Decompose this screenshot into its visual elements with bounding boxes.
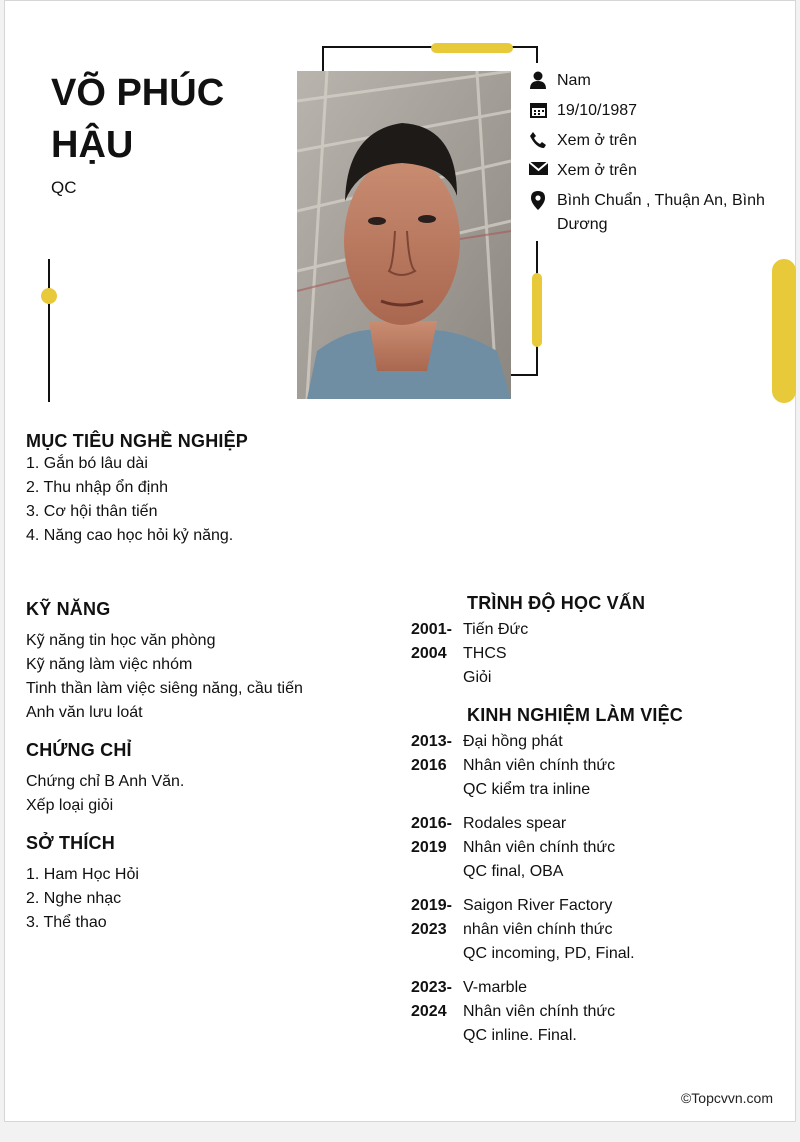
hobby-item: 3. Thể thao (26, 914, 107, 931)
phone-value[interactable]: Xem ở trên (557, 132, 637, 149)
address-value: Bình Chuẩn , Thuận An, Bình Dương (557, 192, 765, 233)
contact-address (527, 189, 767, 237)
year-end: 2016 (411, 757, 447, 774)
job-description: QC inline. Final. (463, 1027, 577, 1044)
experience-years (411, 894, 463, 966)
year-start: 2019- (411, 897, 452, 914)
gender-value: Nam (557, 72, 591, 89)
year-start: 2016- (411, 815, 452, 832)
experience-heading: KINH NGHIỆM LÀM VIỆC (467, 705, 684, 725)
objective-item: 2. Thu nhập ổn định (26, 479, 169, 496)
contact-phone (527, 129, 767, 153)
skill-item: Anh văn lưu loát (26, 704, 143, 721)
hobbies-heading: SỞ THÍCH (26, 833, 115, 853)
phone-icon (527, 131, 549, 151)
company-name: Rodales spear (463, 815, 567, 832)
school-grade: Giỏi (463, 669, 492, 686)
contact-email (527, 159, 767, 183)
certificate-item: Chứng chỉ B Anh Văn. (26, 773, 185, 790)
position: nhân viên chính thức (463, 921, 613, 938)
skill-item: Tinh thần làm việc siêng năng, cầu tiến (26, 680, 303, 697)
company-name: Đại hồng phát (463, 733, 563, 750)
hobby-item: 1. Ham Học Hỏi (26, 866, 139, 883)
objective-item: 1. Gắn bó lâu dài (26, 455, 148, 472)
education-entry (411, 618, 753, 690)
education-details (463, 618, 753, 690)
company-name: V-marble (463, 979, 528, 996)
year-start: 2001- (411, 621, 452, 638)
candidate-name: VÕ PHÚC HẬU (51, 72, 225, 166)
position: Nhân viên chính thức (463, 839, 616, 856)
position: Nhân viên chính thức (463, 1003, 616, 1020)
calendar-icon (527, 101, 549, 121)
year-end: 2024 (411, 1003, 447, 1020)
job-title: QC (51, 178, 77, 197)
experience-entry (411, 812, 753, 884)
job-description: QC kiểm tra inline (463, 781, 591, 798)
resume-page (4, 0, 796, 1122)
profile-photo (297, 71, 511, 399)
experience-years (411, 730, 463, 802)
position: Nhân viên chính thức (463, 757, 616, 774)
hobby-item: 2. Nghe nhạc (26, 890, 122, 907)
education-heading: TRÌNH ĐỘ HỌC VẤN (467, 593, 646, 613)
objective-list (26, 452, 233, 548)
certificate-item: Xếp loại giỏi (26, 797, 114, 814)
copyright-link[interactable]: ©Topcvvn.com (680, 1090, 773, 1106)
location-pin-icon (527, 191, 549, 211)
year-end: 2019 (411, 839, 447, 856)
skills-list (26, 629, 303, 725)
certificates-list (26, 770, 184, 818)
experience-years (411, 812, 463, 884)
envelope-icon (527, 161, 549, 181)
contact-birthday (527, 99, 767, 123)
objective-item: 4. Năng cao học hỏi kỷ năng. (26, 527, 234, 544)
skills-heading: KỸ NĂNG (26, 599, 111, 619)
school-level: THCS (463, 645, 507, 662)
experience-entry (411, 730, 753, 802)
contact-gender (527, 69, 767, 93)
objective-heading: MỤC TIÊU NGHỀ NGHIỆP (26, 431, 249, 451)
education-years (411, 618, 463, 690)
left-decorative-dot (41, 288, 57, 304)
year-end: 2023 (411, 921, 447, 938)
experience-entry (411, 894, 753, 966)
experience-details (463, 894, 753, 966)
job-description: QC final, OBA (463, 863, 564, 880)
experience-entry (411, 976, 753, 1048)
email-value[interactable]: Xem ở trên (557, 162, 637, 179)
birthday-value: 19/10/1987 (557, 102, 638, 119)
left-decorative-line (48, 259, 50, 402)
objective-item: 3. Cơ hội thân tiến (26, 503, 158, 520)
year-start: 2013- (411, 733, 452, 750)
skill-item: Kỹ năng làm việc nhóm (26, 656, 193, 673)
person-icon (527, 71, 549, 91)
certificates-heading: CHỨNG CHỈ (26, 740, 132, 760)
year-end: 2004 (411, 645, 447, 662)
experience-details (463, 976, 753, 1048)
right-decorative-pill (772, 259, 796, 403)
experience-details (463, 812, 753, 884)
company-name: Saigon River Factory (463, 897, 613, 914)
experience-details (463, 730, 753, 802)
experience-years (411, 976, 463, 1048)
year-start: 2023- (411, 979, 452, 996)
school-name: Tiến Đức (463, 621, 529, 638)
job-description: QC incoming, PD, Final. (463, 945, 635, 962)
skill-item: Kỹ năng tin học văn phòng (26, 632, 216, 649)
hobbies-list (26, 863, 139, 935)
